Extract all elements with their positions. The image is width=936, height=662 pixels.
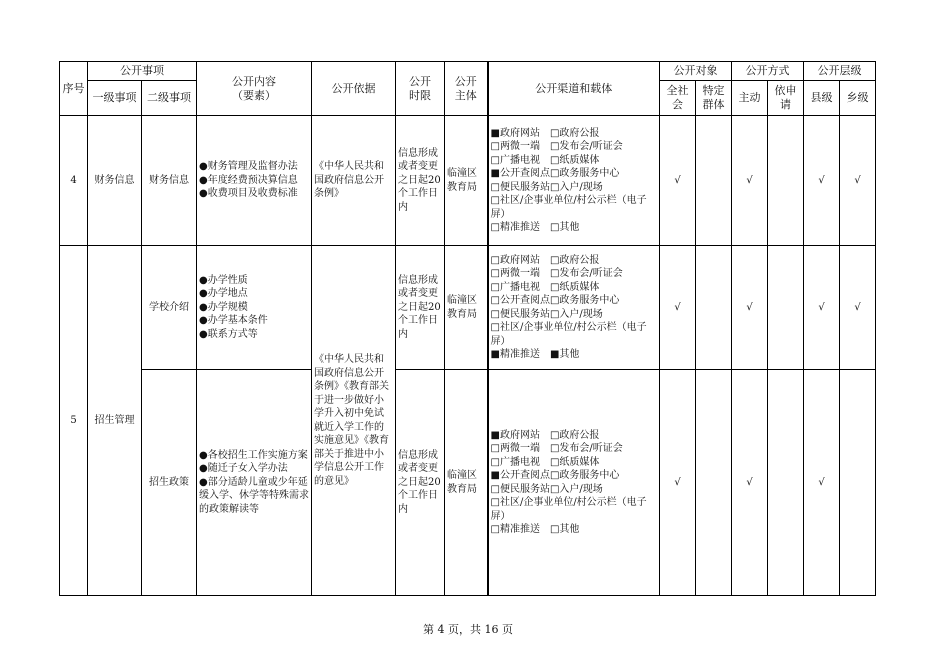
disclosure-table xyxy=(59,61,876,596)
row-target-all: √ xyxy=(660,370,696,596)
row-subject: 临潼区教育局 xyxy=(445,370,488,596)
row-time-limit: 信息形成或者变更之日起20个工作日内 xyxy=(396,116,445,246)
row-level1: 财务信息 xyxy=(88,116,142,246)
row-target-specific xyxy=(696,116,732,246)
row-content: ●各校招生工作实施方案 ●随迁子女入学办法 ●部分适龄儿童或少年延缓入学、休学等特殊需求的政策解读等 xyxy=(197,370,312,596)
row-mode-active: √ xyxy=(732,246,768,370)
row-level2: 财务信息 xyxy=(142,116,197,246)
row-target-specific xyxy=(696,370,732,596)
row-mode-active: √ xyxy=(732,370,768,596)
table-row xyxy=(60,370,876,596)
row-mode-request xyxy=(768,246,804,370)
header-target: 公开对象 xyxy=(660,62,732,81)
header-basis: 公开依据 xyxy=(312,62,396,116)
header-mode-request: 依申请 xyxy=(768,81,804,116)
row-subject: 临潼区教育局 xyxy=(445,246,488,370)
header-level: 公开层级 xyxy=(804,62,876,81)
row-level-county: √ xyxy=(804,370,840,596)
row-content: ●财务管理及监督办法 ●年度经费预决算信息 ●收费项目及收费标准 xyxy=(197,116,312,246)
page-footer: 第 4 页，共 16 页 xyxy=(423,623,513,636)
row-seq: 5 xyxy=(60,246,88,596)
row-level2: 学校介绍 xyxy=(142,246,197,370)
row-target-all: √ xyxy=(660,246,696,370)
header-time-limit: 公开 时限 xyxy=(396,62,445,116)
row-level-township xyxy=(840,370,876,596)
row-target-all: √ xyxy=(660,116,696,246)
row-time-limit: 信息形成或者变更之日起20个工作日内 xyxy=(396,246,445,370)
header-subject: 公开 主体 xyxy=(445,62,488,116)
header-row-1 xyxy=(60,62,876,81)
row-target-specific xyxy=(696,246,732,370)
row-level2: 招生政策 xyxy=(142,370,197,596)
row-channel: □政府网站 □政府公报 □两微一端 □发布会/听证会 □广播电视 □纸质媒体 □公开查阅点□政务服务中心 □便民服务站□入户/现场 □社区/企事业单位/村公示栏（电子屏） ■精准推送 ■其他 xyxy=(488,246,660,370)
header-mode-active: 主动 xyxy=(732,81,768,116)
row-basis: 《中华人民共和国政府信息公开条例》 xyxy=(312,116,396,246)
header-channel: 公开渠道和载体 xyxy=(488,62,660,116)
header-level2: 二级事项 xyxy=(142,81,197,116)
row-time-limit: 信息形成或者变更之日起20个工作日内 xyxy=(396,370,445,596)
table-row xyxy=(60,246,876,370)
row-mode-active: √ xyxy=(732,116,768,246)
row-subject: 临潼区教育局 xyxy=(445,116,488,246)
row-mode-request xyxy=(768,116,804,246)
row-seq: 4 xyxy=(60,116,88,246)
header-target-all: 全社 会 xyxy=(660,81,696,116)
header-mode: 公开方式 xyxy=(732,62,804,81)
row-level1: 招生管理 xyxy=(88,246,142,596)
row-level-county: √ xyxy=(804,116,840,246)
row-level-county: √ xyxy=(804,246,840,370)
header-target-specific: 特定 群体 xyxy=(696,81,732,116)
row-level-township: √ xyxy=(840,116,876,246)
header-seq: 序号 xyxy=(60,62,88,116)
header-matter: 公开事项 xyxy=(88,62,197,81)
row-basis: 《中华人民共和国政府信息公开条例》《教育部关于进一步做好小学升入初中免试就近入学工作的实施意见》《教育部关于推进中小学信息公开工作的意见》 xyxy=(312,246,396,596)
row-channel: ■政府网站 □政府公报 □两微一端 □发布会/听证会 □广播电视 □纸质媒体 ■公开查阅点□政务服务中心 □便民服务站□入户/现场 □社区/企事业单位/村公示栏（电子屏） □精准推送 □其他 xyxy=(488,116,660,246)
row-content: ●办学性质 ●办学地点 ●办学规模 ●办学基本条件 ●联系方式等 xyxy=(197,246,312,370)
header-level1: 一级事项 xyxy=(88,81,142,116)
row-level-township: √ xyxy=(840,246,876,370)
header-level-county: 县级 xyxy=(804,81,840,116)
header-level-township: 乡级 xyxy=(840,81,876,116)
header-content: 公开内容 （要素） xyxy=(197,62,312,116)
row-channel: ■政府网站 □政府公报 □两微一端 □发布会/听证会 □广播电视 □纸质媒体 ■公开查阅点□政务服务中心 □便民服务站□入户/现场 □社区/企事业单位/村公示栏（电子屏） □精准推送 □其他 xyxy=(488,370,660,596)
table-row xyxy=(60,116,876,246)
row-mode-request xyxy=(768,370,804,596)
